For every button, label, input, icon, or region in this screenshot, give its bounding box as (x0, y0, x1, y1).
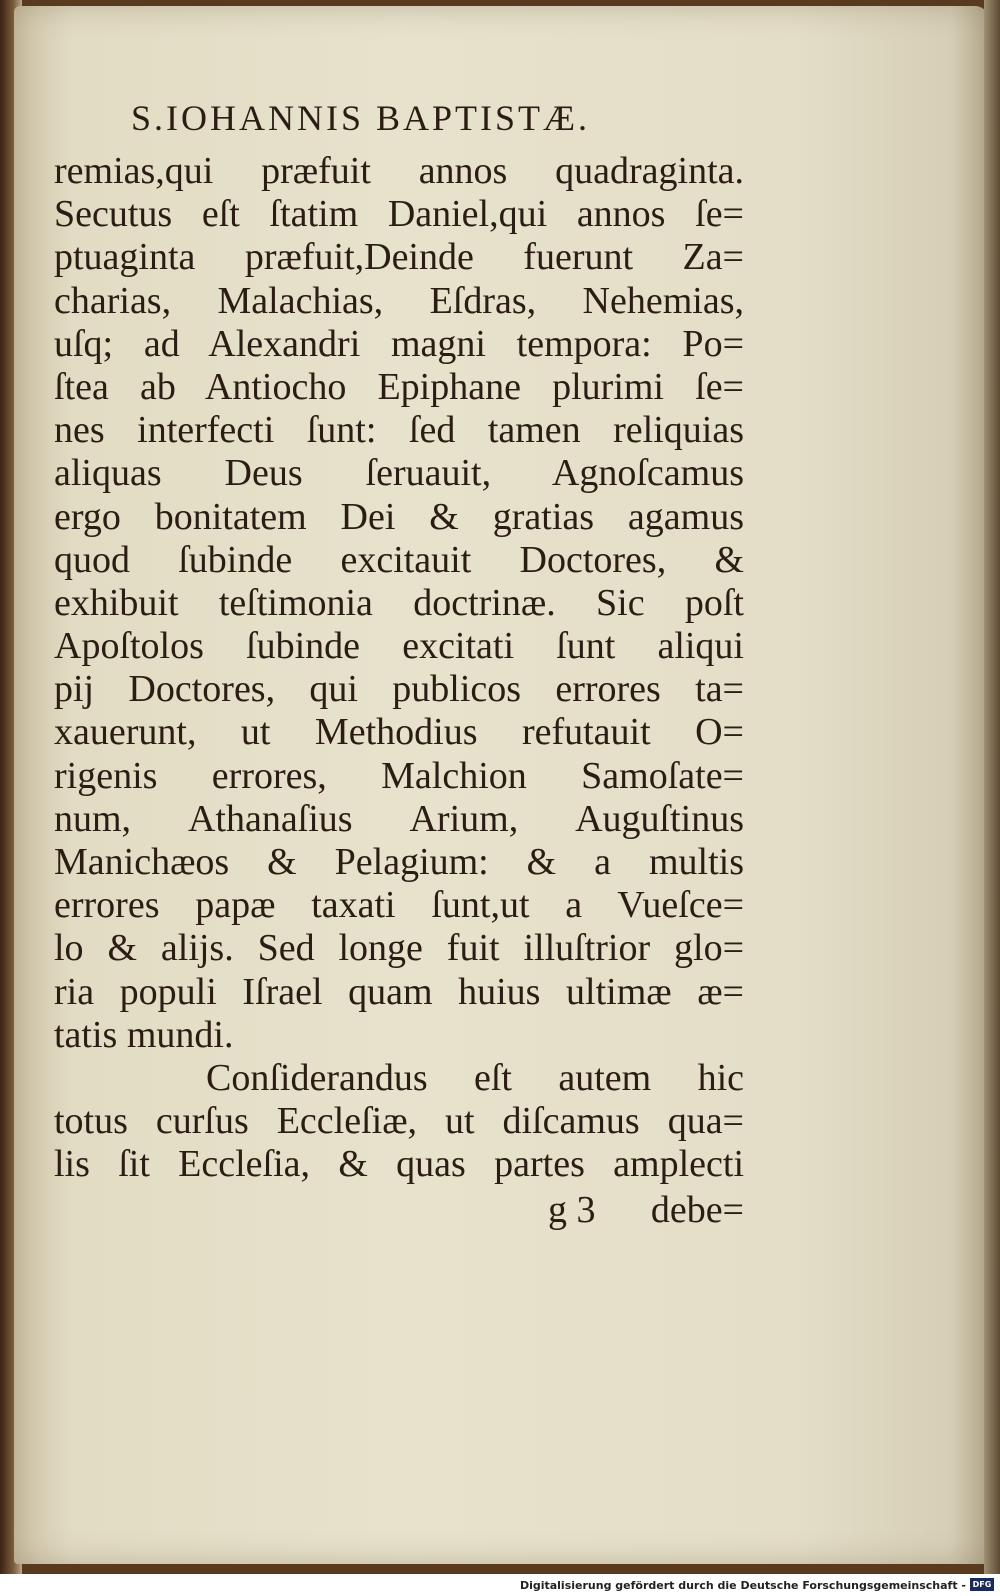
signature-mark: g 3 (548, 1188, 596, 1231)
text-line: lis ſit Eccleſia, & quas partes amplecti (54, 1143, 744, 1186)
text-line: Apoſtolos ſubinde excitati ſunt aliqui (54, 625, 744, 668)
text-line: pij Doctores, qui publicos errores ta= (54, 668, 744, 711)
dfg-logo-icon: DFG (970, 1578, 994, 1591)
text-line: remias,qui præfuit annos quadraginta. (54, 150, 744, 192)
text-line: nes interfecti ſunt: ſed tamen reliquias (54, 409, 744, 452)
text-line: xauerunt, ut Methodius refutauit O= (54, 711, 744, 754)
text-line: charias, Malachias, Eſdras, Nehemias, (54, 279, 744, 322)
text-line: num, Athanaſius Arium, Auguſtinus (54, 797, 744, 840)
text-line: tatis mundi. (54, 1013, 234, 1056)
text-line: ria populi Iſrael quam huius ultimæ æ= (54, 970, 744, 1013)
text-line: lo & alijs. Sed longe fuit illuſtrior glo= (54, 927, 744, 970)
book-page (14, 6, 989, 1564)
text-line: uſq; ad Alexandri magni tempora: Po= (54, 322, 744, 365)
text-line: totus curſus Eccleſiæ, ut diſcamus qua= (54, 1100, 744, 1143)
text-line: quod ſubinde excitauit Doctores, & (54, 538, 744, 581)
text-line: ſtea ab Antiocho Epiphane plurimi ſe= (54, 365, 744, 408)
funding-credit: Digitalisierung gefördert durch die Deutsche Forschungsgemeinschaft - (519, 1579, 966, 1592)
text-line: Secutus eſt ſtatim Daniel,qui annos ſe= (54, 193, 744, 236)
page-foot (36, 1187, 744, 1233)
text-line: Manichæos & Pelagium: & a multis (54, 841, 744, 883)
catchword: debe= (650, 1188, 744, 1231)
text-line: aliquas Deus ſeruauit, Agnoſcamus (54, 452, 744, 495)
text-line: rigenis errores, Malchion Samoſate= (54, 754, 744, 797)
footer-bar (0, 1574, 1000, 1596)
running-head: S.IOHANNIS BAPTISTÆ. (131, 98, 591, 138)
text-block (36, 86, 796, 1233)
text-line: exhibuit teſtimonia doctrinæ. Sic poſt (54, 581, 744, 624)
text-line: ptuaginta præfuit,Deinde fuerunt Za= (54, 236, 744, 279)
paragraph-first-line: Conſiderandus eſt autem hic (206, 1056, 744, 1099)
page-edge (984, 0, 1000, 1574)
text-line: ergo bonitatem Dei & gratias agamus (54, 495, 744, 538)
text-line: errores papæ taxati ſunt,ut a Vueſce= (54, 884, 744, 927)
